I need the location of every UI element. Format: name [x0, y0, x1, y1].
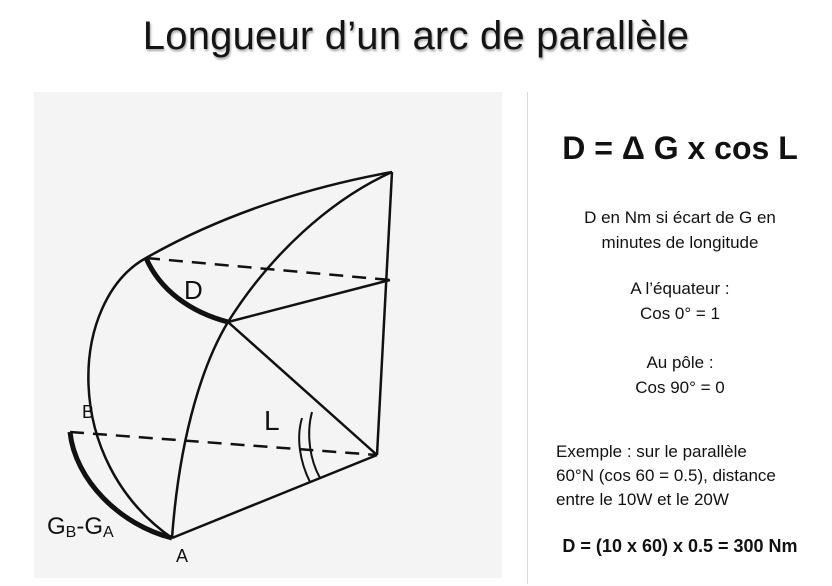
units-note	[528, 205, 832, 255]
pole-line-2: Cos 90° = 0	[635, 378, 725, 397]
center-to-lower-right-line	[228, 322, 377, 455]
equator-line-1: A l’équateur :	[630, 279, 730, 298]
label-gb-ga	[47, 513, 114, 541]
main-formula: D = Δ G x cos L	[562, 130, 798, 166]
label-a-sub: A	[103, 524, 114, 541]
label-b-sub: B	[65, 524, 77, 541]
label-g-part1: G	[47, 513, 66, 540]
slide-title: Longueur d’un arc de parallèle	[142, 14, 690, 58]
upper-dashed-parallel	[146, 258, 390, 280]
label-g-part2: -G	[76, 513, 104, 540]
example-line-1: Exemple : sur le parallèle	[556, 442, 747, 461]
equator-note	[528, 276, 832, 326]
example-line-2: 60°N (cos 60 = 0.5), distance	[556, 466, 776, 485]
bottom-edge-line	[172, 455, 377, 538]
pole-note	[528, 350, 832, 400]
right-edge-line	[377, 172, 392, 455]
outer-meridian-arc	[88, 172, 392, 538]
label-d: D	[184, 275, 203, 305]
label-l: L	[264, 405, 280, 436]
units-note-line-1: D en Nm si écart de G en	[584, 208, 776, 227]
lower-dashed-parallel	[70, 432, 377, 455]
angle-l-arc-inner	[309, 412, 320, 478]
equator-line-2: Cos 0° = 1	[639, 304, 721, 323]
units-note-line-2: minutes de longitude	[601, 233, 759, 252]
label-b: B	[82, 402, 95, 422]
pole-line-1: Au pôle :	[646, 353, 714, 372]
label-a: A	[176, 546, 189, 566]
example-note	[556, 440, 828, 512]
example-line-3: entre le 10W et le 20W	[556, 490, 729, 509]
example-result: D = (10 x 60) x 0.5 = 300 Nm	[562, 536, 798, 556]
